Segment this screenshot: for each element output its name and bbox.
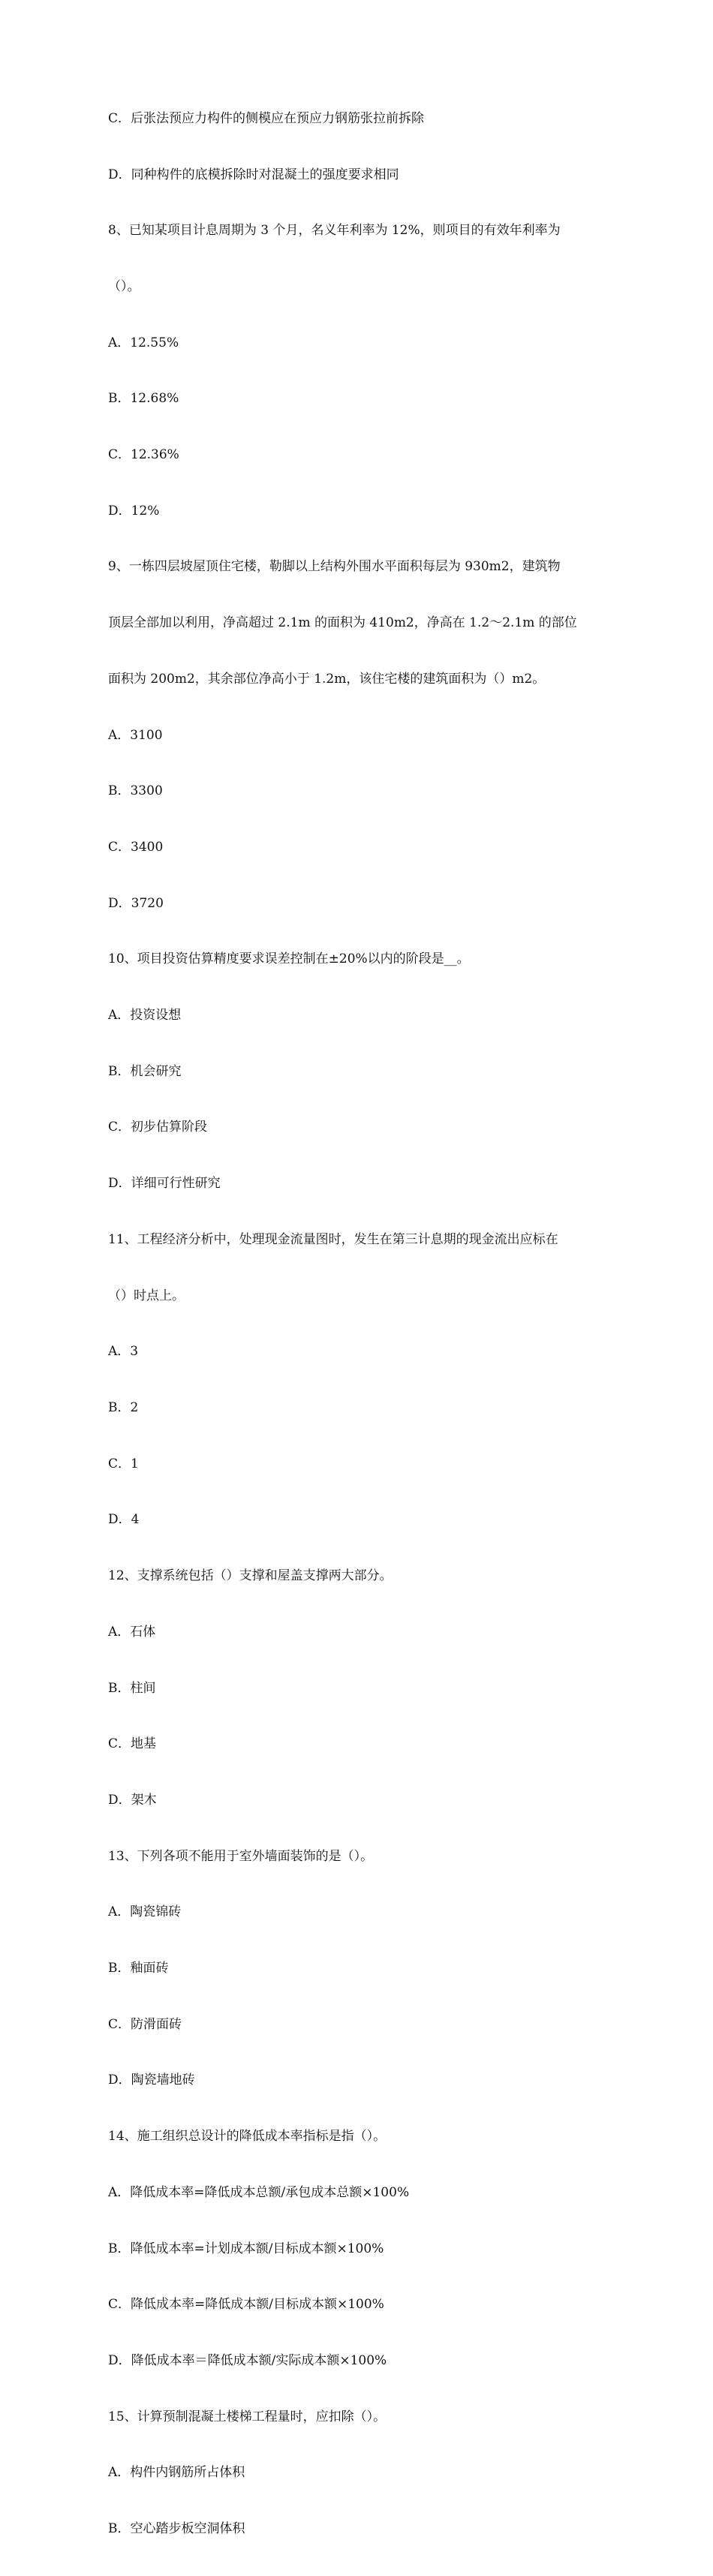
option-line: A．构件内钢筋所占体积 [108, 2465, 245, 2481]
document-body [108, 72, 618, 2576]
question-line-continued: 面积为 200m2，其余部位净高小于 1.2m，该住宅楼的建筑面积为（）m2。 [108, 671, 546, 687]
option-line: B．2 [108, 1399, 139, 1415]
option-line: C．地基 [108, 1736, 157, 1752]
option-line: B．12.68% [108, 391, 179, 407]
option-line: B．3300 [108, 783, 163, 799]
question-line: 15、计算预制混凝土楼梯工程量时，应扣除（）。 [108, 2409, 387, 2424]
question-line: 14、施工组织总设计的降低成本率指标是指（）。 [108, 2129, 387, 2145]
question-line-continued: 顶层全部加以利用，净高超过 2.1m 的面积为 410m2，净高在 1.2～2.1m 的部位 [108, 615, 577, 631]
question-line-continued: （）。 [108, 278, 140, 294]
option-line: C．后张法预应力构件的侧模应在预应力钢筋张拉前拆除 [108, 110, 425, 126]
option-line: A．3 [108, 1344, 139, 1360]
option-line: D．同种构件的底模拆除时对混凝土的强度要求相同 [108, 167, 399, 182]
option-line: B．釉面砖 [108, 1961, 169, 1976]
option-line: D．12% [108, 503, 160, 519]
question-line: 8、已知某项目计息周期为 3 个月，名义年利率为 12%，则项目的有效年利率为 [108, 223, 561, 239]
option-line: A．12.55% [108, 335, 179, 350]
option-line: C．初步估算阶段 [108, 1120, 208, 1135]
option-line: C．防滑面砖 [108, 2016, 182, 2032]
question-line: 9、一栋四层坡屋顶住宅楼，勒脚以上结构外围水平面积每层为 930m2，建筑物 [108, 559, 561, 575]
option-line: C．3400 [108, 839, 164, 855]
option-line: D．陶瓷墙地砖 [108, 2073, 195, 2088]
option-line: B．空心踏步板空洞体积 [108, 2521, 245, 2537]
question-line: 11、工程经济分析中，处理现金流量图时，发生在第三计息期的现金流出应标在 [108, 1231, 558, 1247]
option-line: B．降低成本率=计划成本额/目标成本额×100% [108, 2241, 384, 2256]
option-line: D．3720 [108, 895, 164, 911]
option-line: B．柱间 [108, 1680, 156, 1696]
question-line: 13、下列各项不能用于室外墙面装饰的是（）。 [108, 1848, 374, 1864]
option-line: C．1 [108, 1456, 139, 1471]
option-line: A．3100 [108, 727, 163, 743]
option-line: B．机会研究 [108, 1063, 182, 1079]
option-line: A．降低成本率=降低成本总额/承包成本总额×100% [108, 2184, 410, 2200]
option-line: A．陶瓷锦砖 [108, 1904, 182, 1920]
option-line: D．降低成本率＝降低成本额/实际成本额×100% [108, 2352, 387, 2368]
option-line: D．4 [108, 1512, 140, 1528]
option-line: C．12.36% [108, 447, 179, 463]
option-line: C．降低成本率=降低成本额/目标成本额×100% [108, 2297, 384, 2313]
option-line: D．详细可行性研究 [108, 1176, 221, 1192]
question-line: 10、项目投资估算精度要求误差控制在±20%以内的阶段是__。 [108, 951, 470, 967]
option-line: D．架木 [108, 1792, 157, 1808]
option-line: A．石体 [108, 1624, 156, 1640]
option-line: A．投资设想 [108, 1008, 182, 1023]
question-line: 12、支撑系统包括（）支撑和屋盖支撑两大部分。 [108, 1568, 393, 1584]
question-line-continued: （）时点上。 [108, 1288, 185, 1303]
